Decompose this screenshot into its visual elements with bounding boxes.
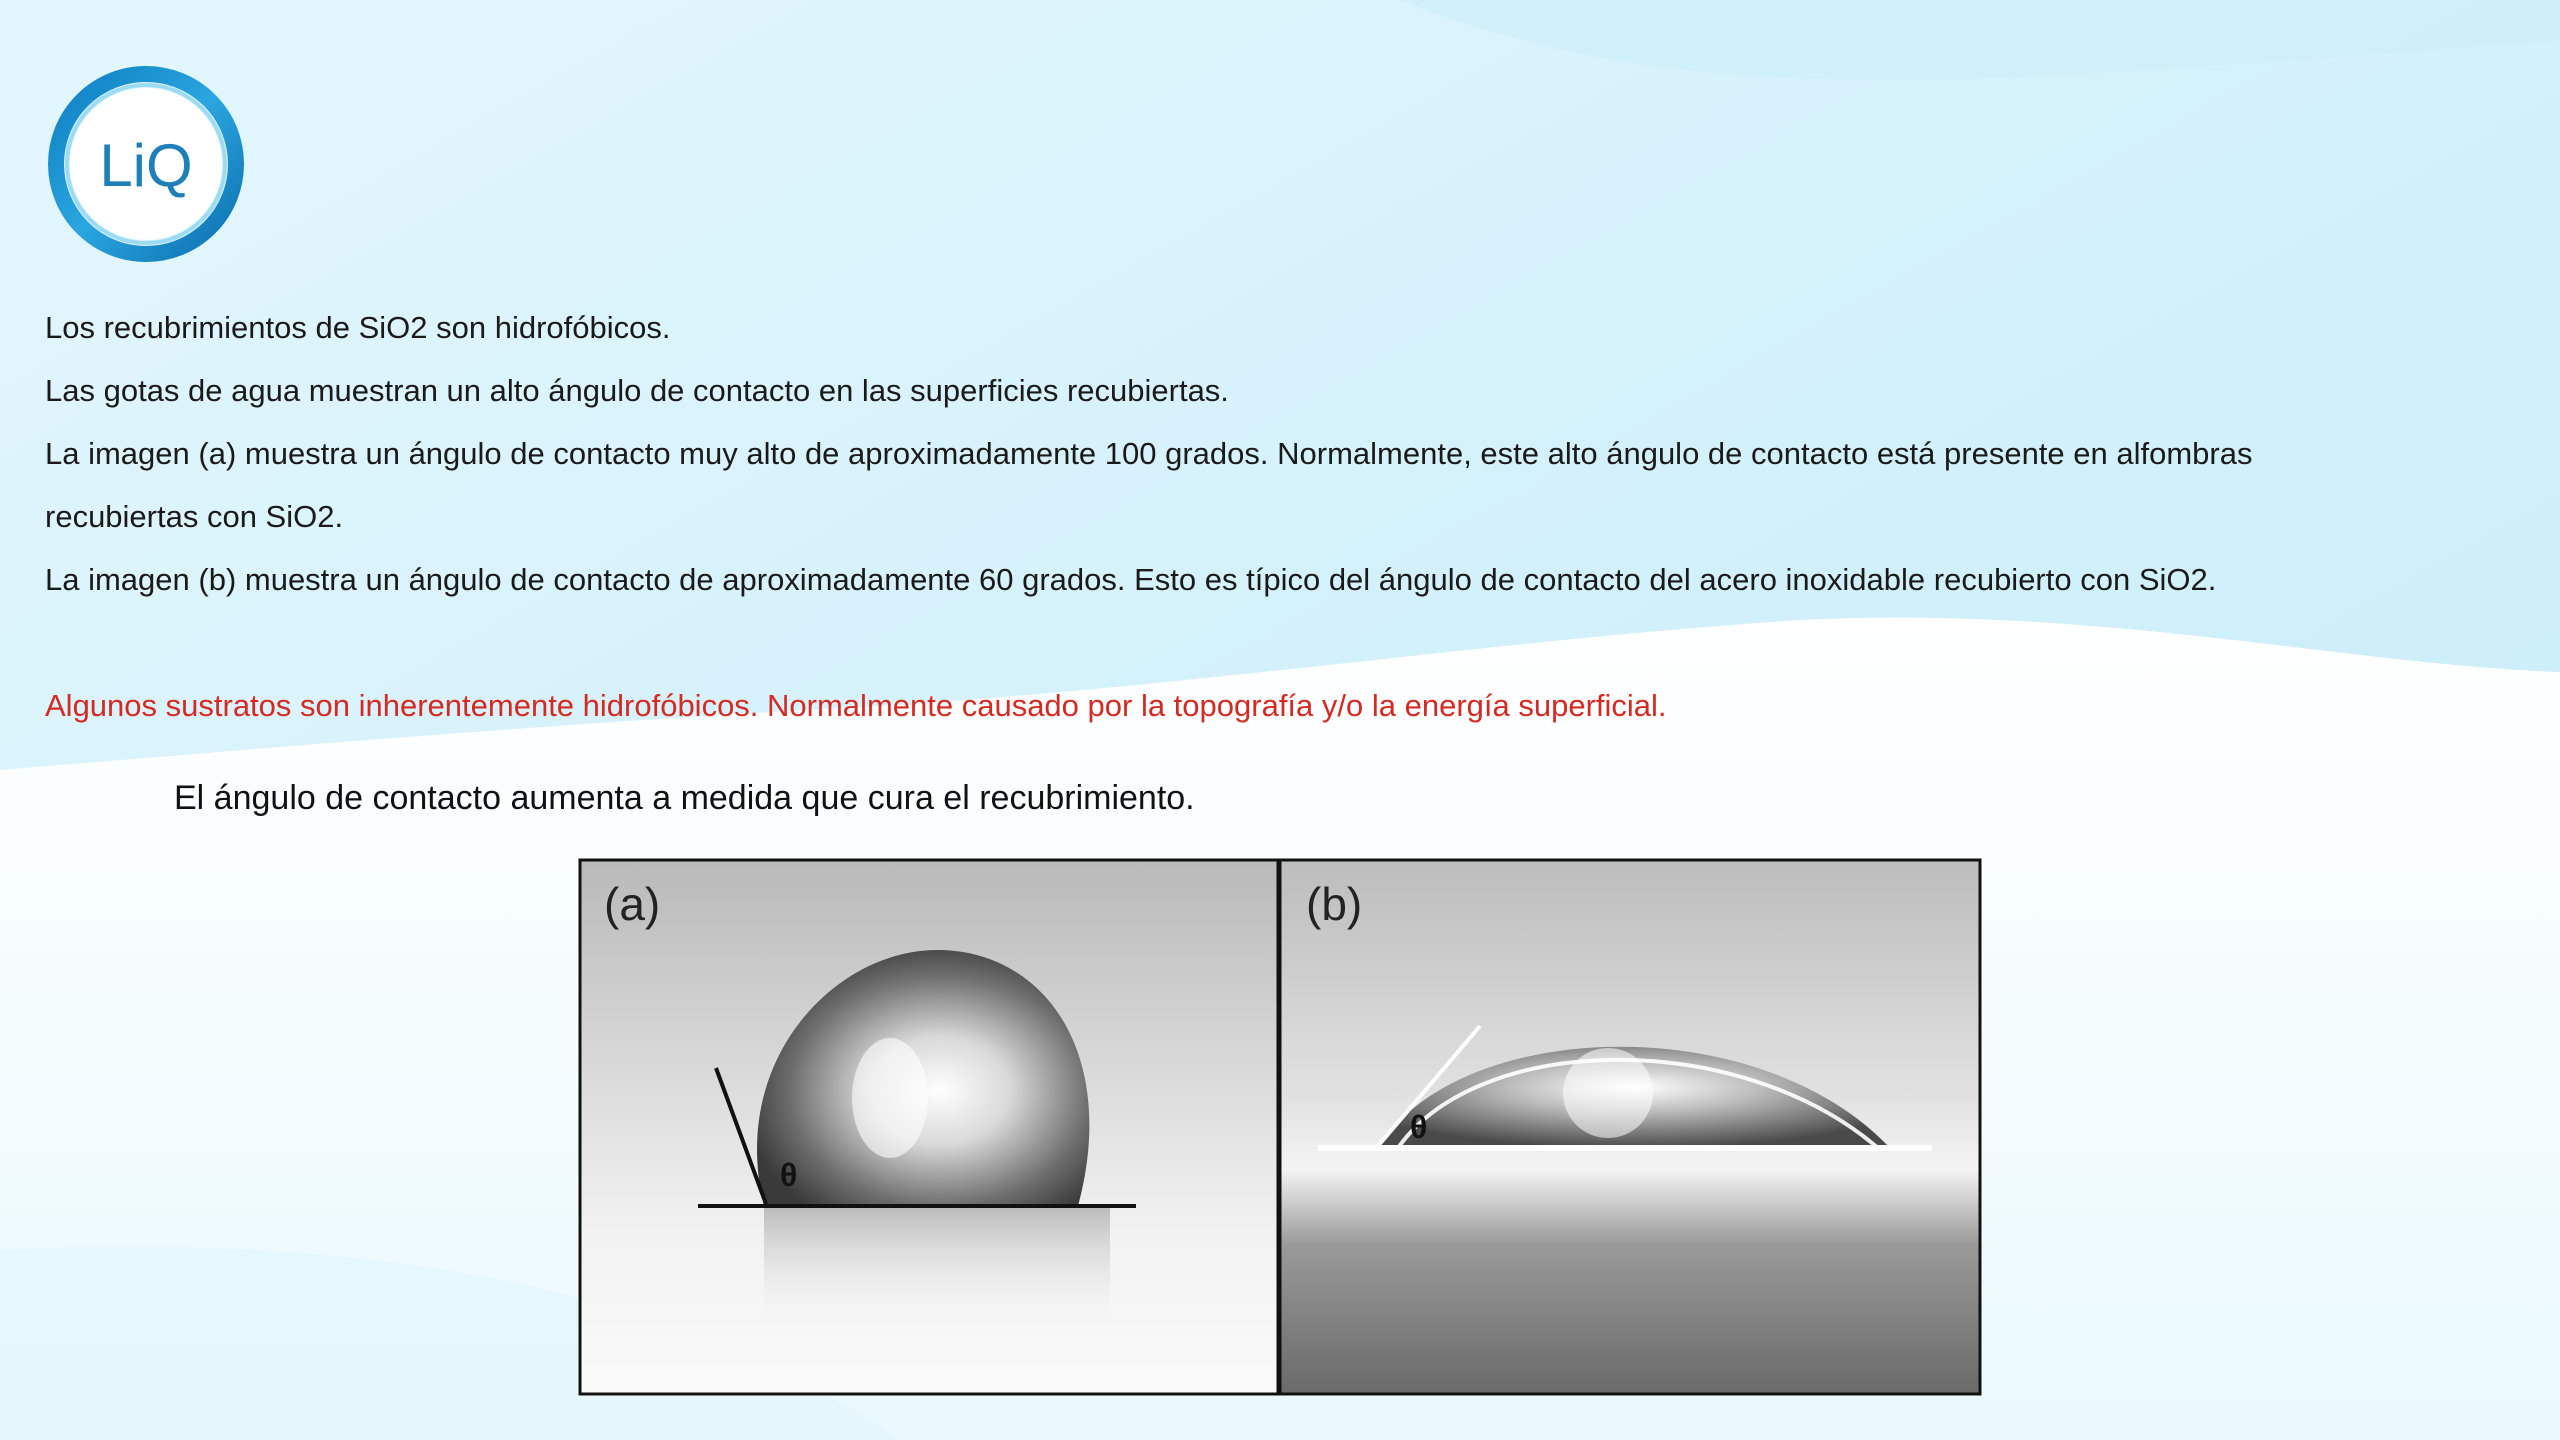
theta-a: θ bbox=[780, 1157, 798, 1193]
text-line-image-b: La imagen (b) muestra un ángulo de contacto de aproximadamente 60 grados. Esto es típico del ángulo de contacto del acero inoxidable recubierto con SiO2. bbox=[45, 562, 2217, 597]
highlight-text: Algunos sustratos son inherentemente hidrofóbicos. Normalmente causado por la topografía y/o la energía superficial. bbox=[45, 688, 1667, 723]
panel-b bbox=[1280, 860, 1980, 1394]
liq-logo bbox=[46, 64, 246, 264]
theta-b: θ bbox=[1410, 1109, 1428, 1145]
figure-caption: El ángulo de contacto aumenta a medida que cura el recubrimiento. bbox=[174, 779, 1195, 817]
panel-b-label: (b) bbox=[1306, 878, 1363, 930]
contact-angle-figure bbox=[578, 858, 1982, 1396]
text-line-image-a: La imagen (a) muestra un ángulo de contacto muy alto de aproximadamente 100 grados. Normalmente, este alto ángulo de contacto está presente en alfombras bbox=[45, 436, 2253, 471]
text-line-coatings: Los recubrimientos de SiO2 son hidrofóbicos. bbox=[45, 310, 671, 345]
panel-a-label: (a) bbox=[604, 878, 661, 930]
text-line-droplets: Las gotas de agua muestran un alto ángulo de contacto en las superficies recubiertas. bbox=[45, 373, 1229, 408]
logo-text: LiQ bbox=[99, 132, 193, 199]
text-line-image-a-cont: recubiertas con SiO2. bbox=[45, 499, 344, 534]
panel-a bbox=[580, 860, 1278, 1394]
